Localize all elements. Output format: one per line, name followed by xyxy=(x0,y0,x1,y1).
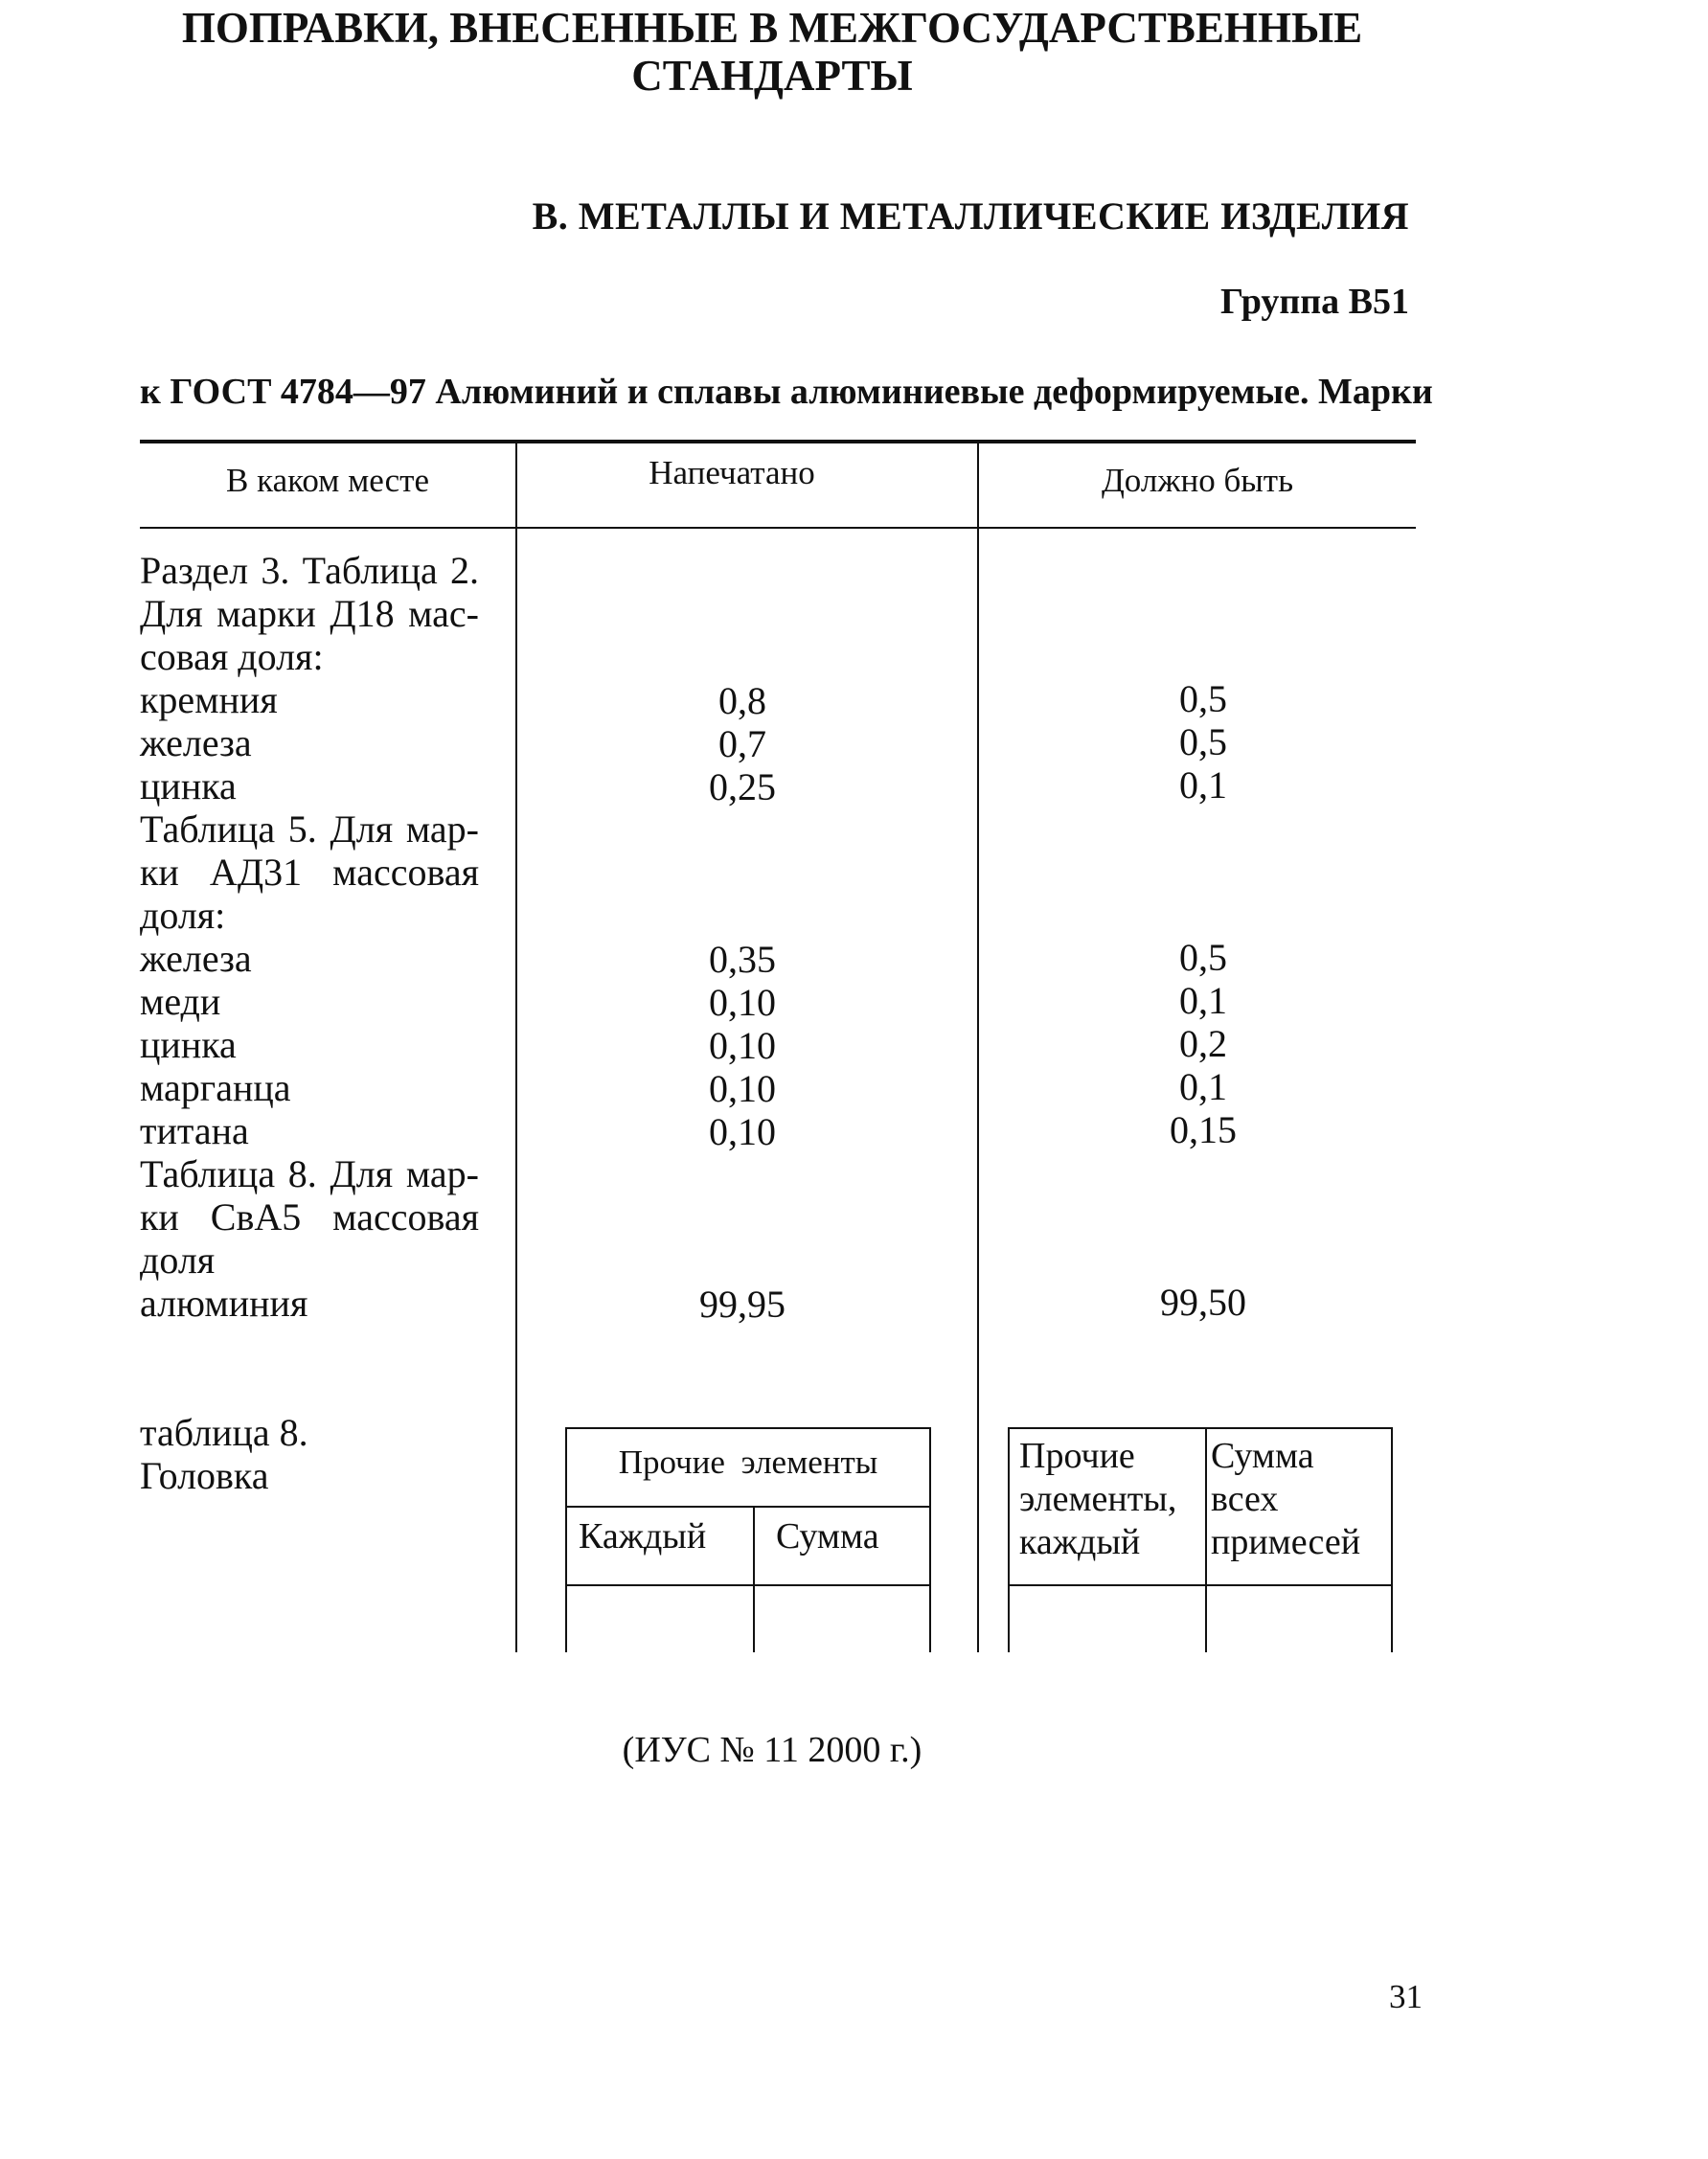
location-line: железа xyxy=(140,937,252,980)
location-line: Раздел 3. Таблица 2. xyxy=(140,549,479,592)
location-line: совая доля: xyxy=(140,635,324,678)
location-line: цинка xyxy=(140,764,237,807)
printed-head-mid xyxy=(565,1506,931,1508)
correct-head-left xyxy=(1008,1427,1010,1652)
correct-head-col1-line: Прочие xyxy=(1019,1436,1135,1476)
correct-head-col1-line: каждый xyxy=(1019,1522,1141,1562)
printed-head-right xyxy=(929,1427,931,1652)
location-line: алюминия xyxy=(140,1282,308,1325)
header-correct: Должно быть xyxy=(1101,462,1294,499)
location-column xyxy=(140,549,479,1325)
correct-head-bottom xyxy=(1008,1584,1393,1586)
printed-head-split xyxy=(753,1506,755,1652)
correct-head-col2 xyxy=(1211,1435,1360,1564)
correct-head-col2-line: всех xyxy=(1211,1479,1279,1519)
head-location-line: таблица 8. xyxy=(140,1411,308,1454)
correct-value: 0,2 xyxy=(1179,1022,1227,1065)
printed-value: 0,10 xyxy=(709,1024,776,1067)
printed-value: 0,10 xyxy=(709,1110,776,1153)
table-header-rule xyxy=(140,527,1416,529)
location-line: ки СвА5 массовая xyxy=(140,1195,479,1239)
printed-head-group: Прочие элементы xyxy=(618,1443,878,1481)
printed-head-bottom xyxy=(565,1584,931,1586)
printed-value: 0,7 xyxy=(718,722,766,765)
printed-value: 0,25 xyxy=(709,765,776,808)
correct-value: 0,5 xyxy=(1179,720,1227,763)
location-line: железа xyxy=(140,721,252,764)
section-heading: В. МЕТАЛЛЫ И МЕТАЛЛИЧЕСКИЕ ИЗДЕЛИЯ xyxy=(532,194,1409,238)
column-divider-2 xyxy=(977,442,979,1652)
title-line-1: ПОПРАВКИ, ВНЕСЕННЫЕ В МЕЖГОСУДАРСТВЕННЫЕ xyxy=(181,4,1363,52)
printed-head-sum: Сумма xyxy=(776,1516,879,1557)
standard-heading: к ГОСТ 4784—97 Алюминий и сплавы алюминиевые деформируемые. Марки xyxy=(140,372,1433,412)
location-line: Для марки Д18 мас- xyxy=(140,592,479,635)
location-line: цинка xyxy=(140,1023,237,1066)
location-line: доля xyxy=(140,1239,216,1282)
correct-value: 0,1 xyxy=(1179,979,1227,1022)
location-line: Таблица 8. Для мар- xyxy=(140,1152,479,1195)
printed-value: 0,10 xyxy=(709,1067,776,1110)
correct-head-top xyxy=(1008,1427,1393,1429)
correct-value: 99,50 xyxy=(1160,1281,1246,1324)
table-top-rule xyxy=(140,440,1416,443)
location-line: кремния xyxy=(140,678,278,721)
correct-head-right xyxy=(1391,1427,1393,1652)
correct-value: 0,15 xyxy=(1170,1108,1237,1151)
source-reference: (ИУС № 11 2000 г.) xyxy=(622,1730,922,1770)
group-code: Группа В51 xyxy=(1219,282,1409,322)
printed-value: 0,35 xyxy=(709,938,776,981)
head-location xyxy=(140,1411,308,1497)
header-printed: Напечатано xyxy=(649,454,815,491)
correct-head-col1 xyxy=(1019,1435,1176,1564)
page-number: 31 xyxy=(1389,1978,1423,2015)
printed-head-each: Каждый xyxy=(579,1516,707,1557)
correct-value: 0,5 xyxy=(1179,936,1227,979)
location-line: меди xyxy=(140,980,221,1023)
printed-value: 99,95 xyxy=(699,1283,786,1326)
correct-value: 0,1 xyxy=(1179,1065,1227,1108)
title-line-2: СТАНДАРТЫ xyxy=(631,52,913,100)
correct-head-col2-line: Сумма xyxy=(1211,1436,1314,1476)
correct-head-col2-line: примесей xyxy=(1211,1522,1361,1562)
correct-value: 0,5 xyxy=(1179,677,1227,720)
location-line: Таблица 5. Для мар- xyxy=(140,807,479,851)
header-location: В каком месте xyxy=(226,462,429,499)
printed-value: 0,10 xyxy=(709,981,776,1024)
column-divider-1 xyxy=(515,442,517,1652)
page-title xyxy=(0,4,1544,100)
location-line: доля: xyxy=(140,894,226,937)
head-location-line: Головка xyxy=(140,1454,269,1497)
location-line: титана xyxy=(140,1109,249,1152)
correct-head-col1-line: элементы, xyxy=(1019,1479,1177,1519)
location-line: марганца xyxy=(140,1066,291,1109)
correct-head-split xyxy=(1205,1427,1207,1652)
printed-head-top xyxy=(565,1427,931,1429)
correct-value: 0,1 xyxy=(1179,763,1227,807)
printed-value: 0,8 xyxy=(718,679,766,722)
location-line: ки АД31 массовая xyxy=(140,851,479,894)
